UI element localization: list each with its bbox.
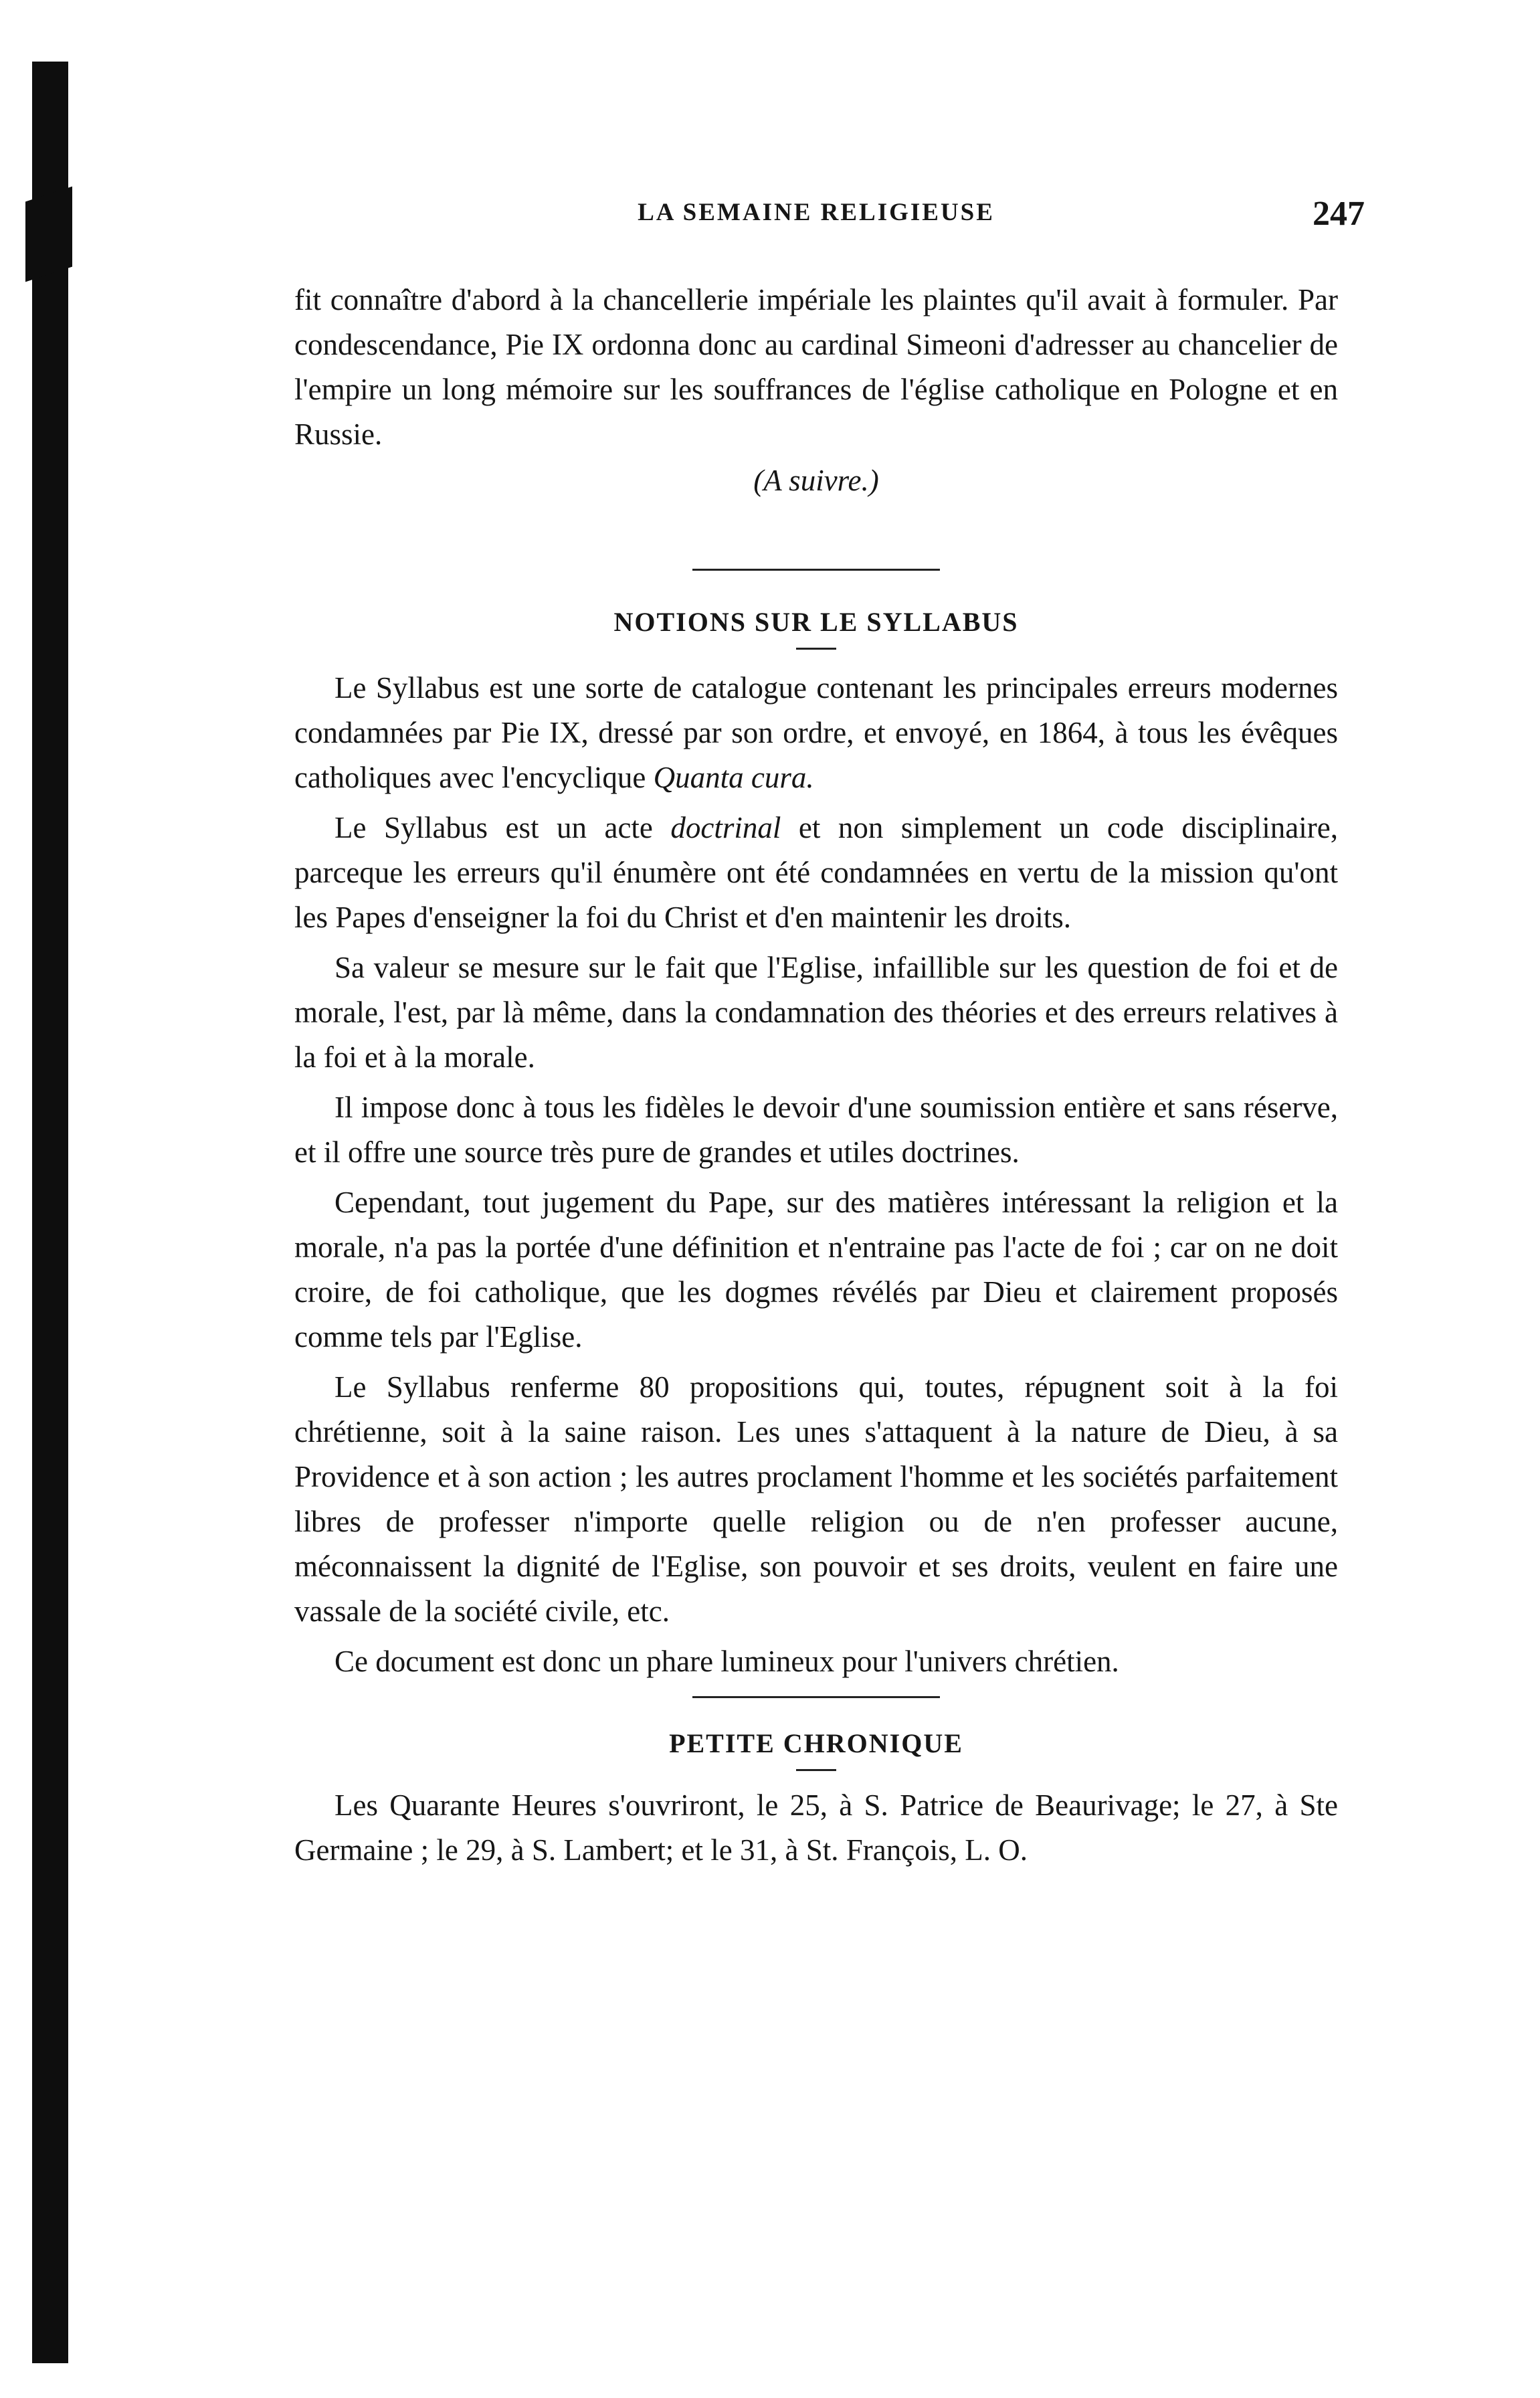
section-heading-notions: NOTIONS SUR LE SYLLABUS xyxy=(613,607,1019,637)
notions-paragraph-3: Sa valeur se mesure sur le fait que l'Eglise, infaillible sur les question de foi et de morale, l'est, par là même, dans la condamnation des théories et des erreurs relatives à la foi et à la morale. xyxy=(294,951,1338,1074)
running-title: LA SEMAINE RELIGIEUSE xyxy=(638,199,995,226)
notions-p2-text-after: et non simplement un code disciplinaire, parceque les erreurs qu'il énumère ont été condamnées en vertu de la mission qu'ont les Papes d'enseigner la foi du Christ et d'en maintenir les droits. xyxy=(294,811,1338,934)
running-head xyxy=(294,194,1365,234)
notions-p1-text: Le Syllabus est une sorte de catalogue contenant les principales erreurs modernes condamnées par Pie IX, dressé par son ordre, et envoyé, en 1864, à tous les évêques catholiques avec l'encyclique xyxy=(294,671,1338,794)
notions-p2-italic: doctrinal xyxy=(670,811,781,844)
heading-dash xyxy=(796,1769,836,1771)
notions-paragraph-2 xyxy=(294,806,1338,940)
page-binding-notch xyxy=(25,187,72,282)
continuation-paragraph: fit connaître d'abord à la chancellerie impériale les plaintes qu'il avait à formuler. Par condescendance, Pie IX ordonna donc au cardinal Simeoni d'adresser au chancelier de l'empire un long mémoire sur les souffrances de l'église catholique en Pologne et en Russie. xyxy=(294,283,1338,451)
notions-section xyxy=(294,602,1338,1873)
notions-paragraph-1 xyxy=(294,666,1338,800)
section-heading-chronique: PETITE CHRONIQUE xyxy=(669,1728,963,1758)
page-binding-shadow xyxy=(32,62,68,2363)
notions-paragraph-4: Il impose donc à tous les fidèles le devoir d'une soumission entière et sans réserve, et il offre une source très pure de grandes et utiles doctrines. xyxy=(294,1091,1338,1169)
chronique-paragraph-1: Les Quarante Heures s'ouvriront, le 25, à S. Patrice de Beaurivage; le 27, à Ste Germaine ; le 29, à S. Lambert; et le 31, à St. François, L. O. xyxy=(294,1788,1338,1867)
to-be-continued-note: (A suivre.) xyxy=(753,464,879,497)
section-rule-1-wrap xyxy=(294,569,1338,571)
continuation-block xyxy=(294,278,1338,503)
notions-p2-text-before: Le Syllabus est un acte xyxy=(334,811,671,844)
notions-paragraph-6: Le Syllabus renferme 80 propositions qui, toutes, répugnent soit à la foi chrétienne, soit à la saine raison. Les unes s'attaquent à la nature de Dieu, à sa Providence et à son action ; les autres proclament l'homme et les sociétés parfaitement libres de professer n'importe quelle religion ou de n'en professer aucune, méconnaissent la dignité de l'Eglise, son pouvoir et ses droits, veulent en faire une vassale de la société civile, etc. xyxy=(294,1370,1338,1628)
heading-dash xyxy=(796,648,836,650)
notions-paragraph-7: Ce document est donc un phare lumineux pour l'univers chrétien. xyxy=(334,1645,1119,1678)
section-divider-rule xyxy=(692,569,940,571)
section-divider-rule xyxy=(692,1696,940,1698)
notions-paragraph-5: Cependant, tout jugement du Pape, sur des matières intéressant la religion et la morale, n'a pas la portée d'une définition et n'entraine pas l'acte de foi ; car on ne doit croire, de foi catholique, que les dogmes révélés par Dieu et clairement proposés comme tels par l'Eglise. xyxy=(294,1186,1338,1354)
page-number: 247 xyxy=(1313,195,1365,233)
notions-p1-italic: Quanta cura. xyxy=(653,761,814,794)
book-page xyxy=(294,0,1365,2398)
